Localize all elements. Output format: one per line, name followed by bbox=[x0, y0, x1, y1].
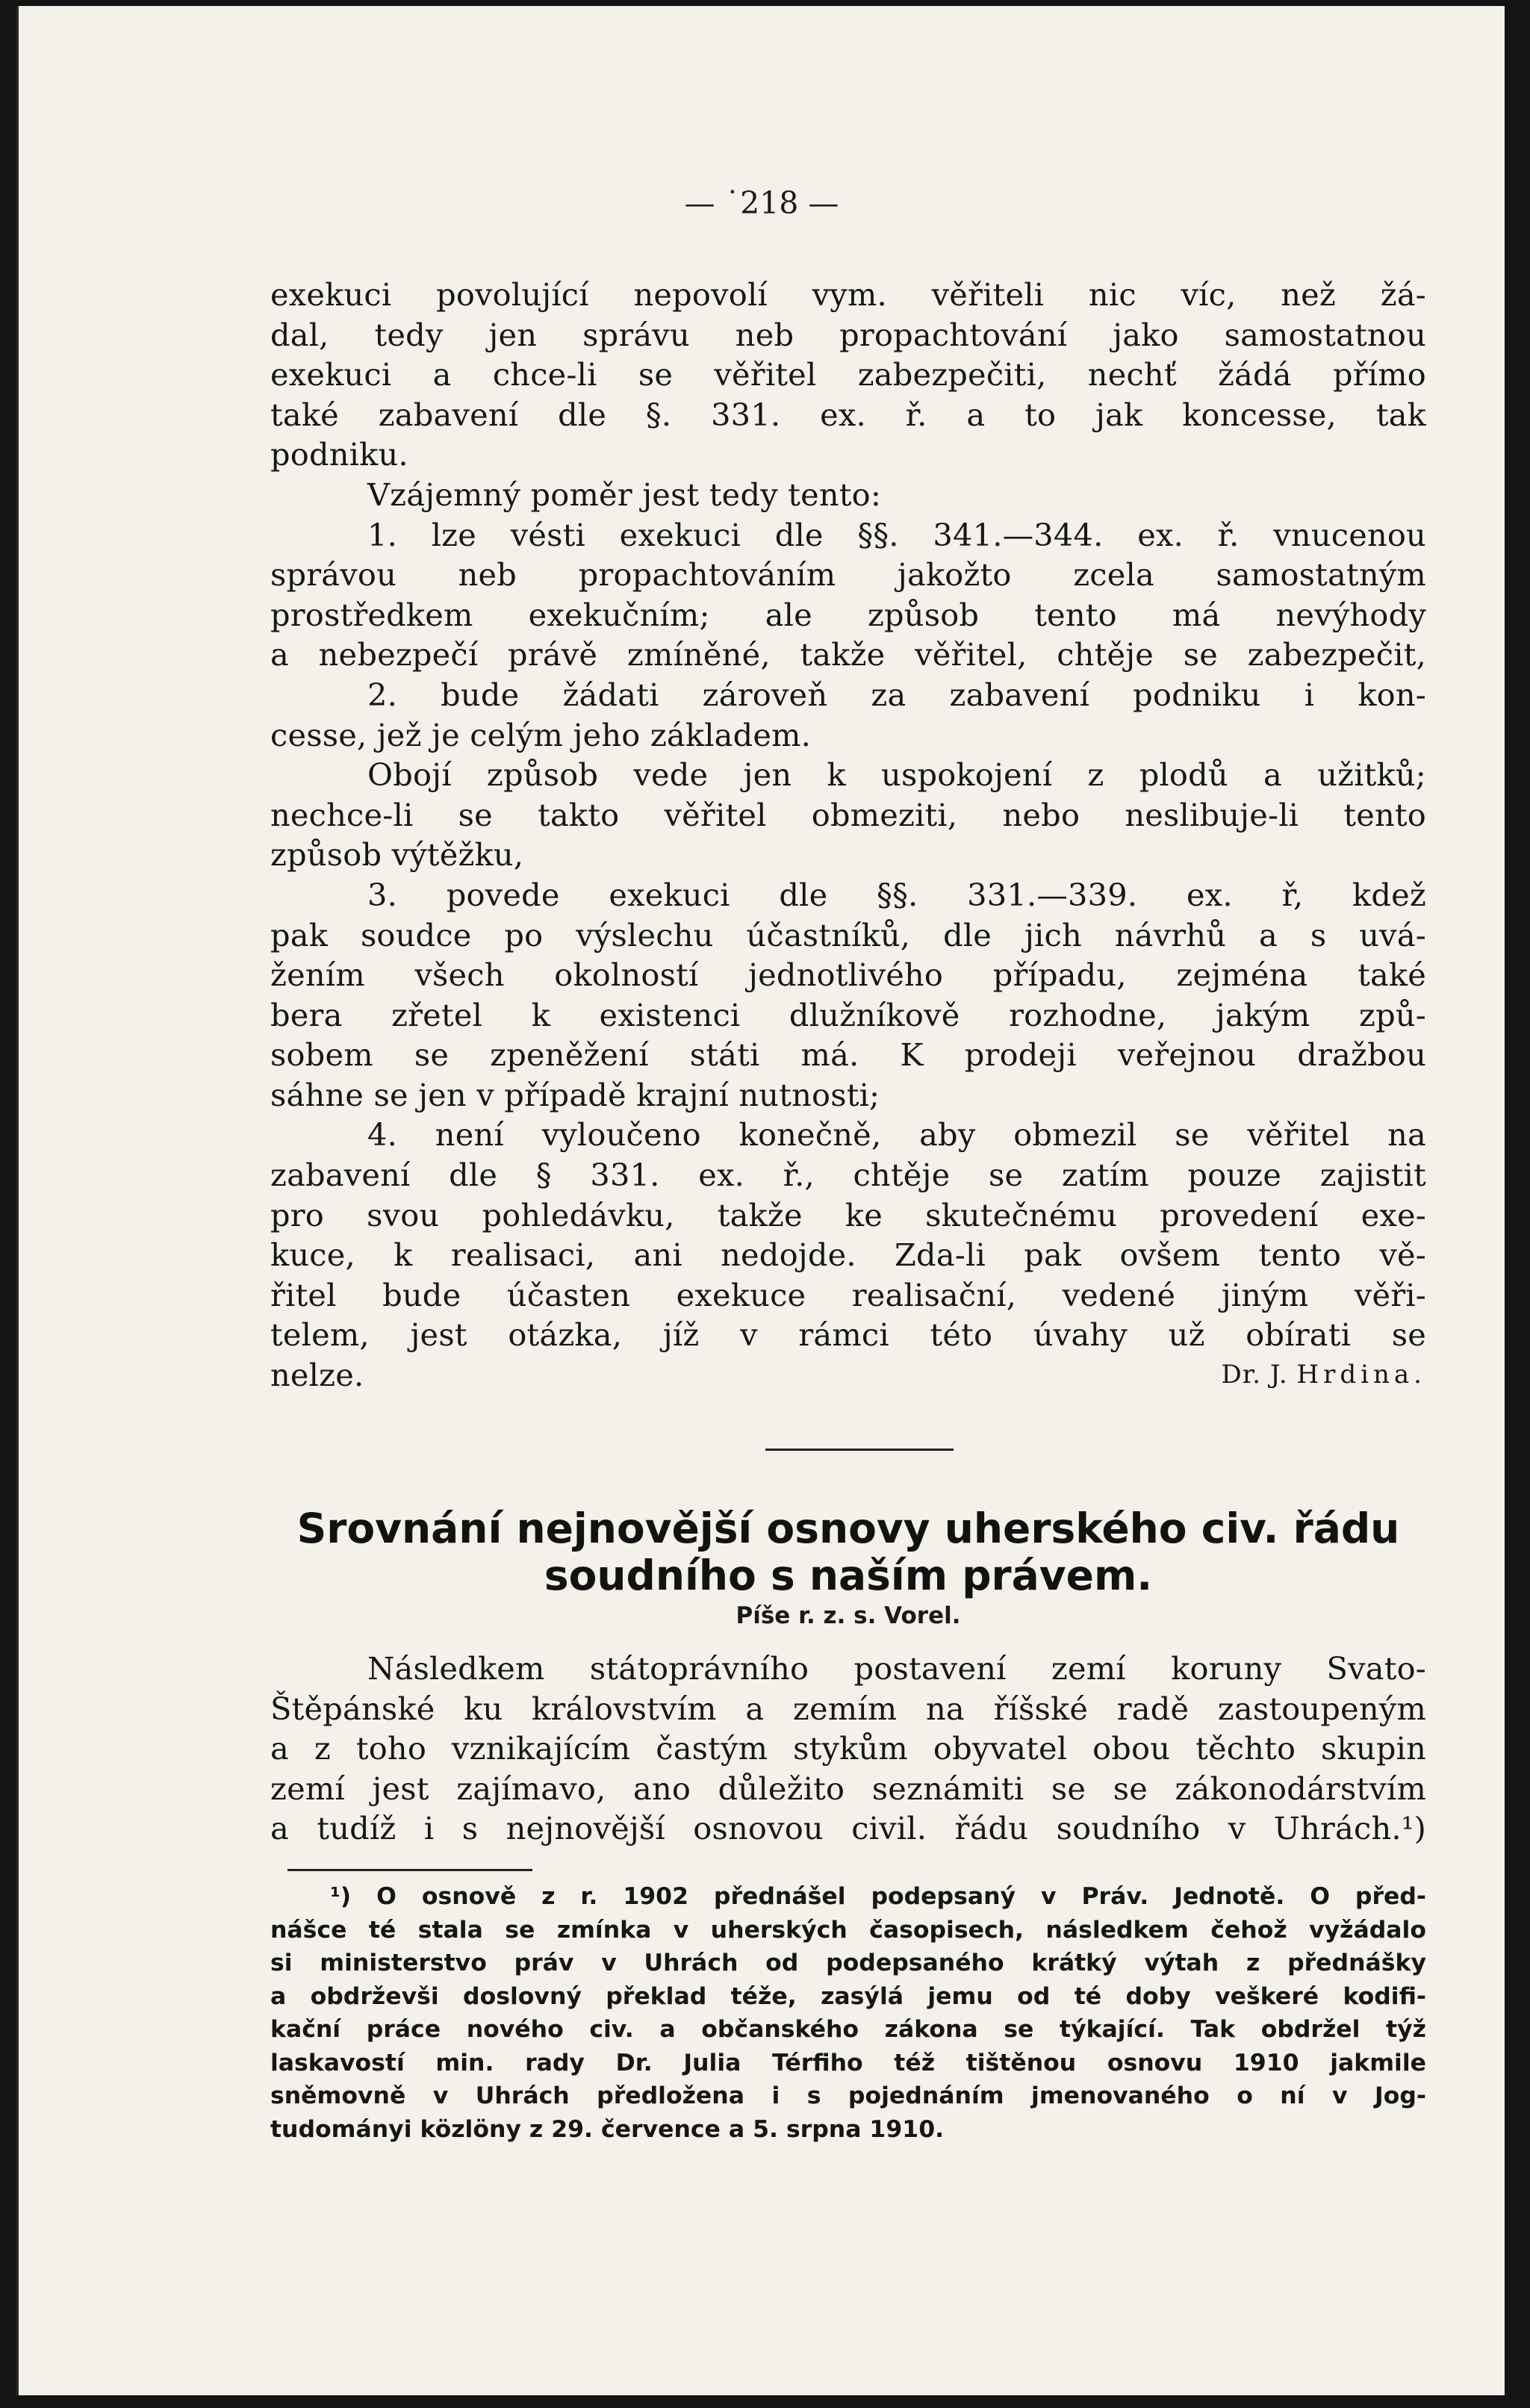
text-line: také zabavení dle §. 331. ex. ř. a to jak koncesse, tak bbox=[270, 396, 1426, 433]
text-line: exekuci povolující nepovolí vym. věřiteli nic víc, než žá- bbox=[270, 276, 1426, 313]
text-line: exekuci a chce-li se věřitel zabezpečiti, nechť žádá přímo bbox=[270, 356, 1426, 393]
footnote-line: sněmovně v Uhrách předložena i s pojednáním jmenovaného o ní v Jog- bbox=[270, 2082, 1426, 2109]
text-line: sáhne se jen v případě krajní nutnosti; bbox=[270, 1076, 880, 1113]
text-line-final bbox=[270, 1355, 1426, 1396]
text-line: žením všech okolností jednotlivého případu, zejména také bbox=[270, 956, 1426, 994]
text-line: Štěpánské ku královstvím a zemím na říšské radě zastoupeným bbox=[270, 1690, 1426, 1727]
footnote-line: laskavostí min. rady Dr. Julia Térfiho též tištěnou osnovu 1910 jakmile bbox=[270, 2049, 1426, 2076]
footnote-line: ¹) O osnově z r. 1902 přednášel podepsaný v Práv. Jednotě. O před- bbox=[330, 1883, 1426, 1910]
text-line: cesse, jež je celým jeho základem. bbox=[270, 716, 812, 753]
text-line: 2. bude žádati zároveň za zabavení podniku i kon- bbox=[367, 676, 1426, 713]
text-line: 4. není vyloučeno konečně, aby obmezil se věřitel na bbox=[367, 1116, 1426, 1154]
text-line: řitel bude účasten exekuce realisační, vedené jiným věři- bbox=[270, 1276, 1426, 1313]
text-line: sobem se zpeněžení státi má. K prodeji veřejnou dražbou bbox=[270, 1036, 1426, 1074]
section-separator bbox=[765, 1449, 954, 1451]
article-title-line-2: soudního s naším právem. bbox=[544, 1552, 1153, 1599]
text-line: bera zřetel k existenci dlužníkově rozhodne, jakým způ- bbox=[270, 996, 1426, 1033]
text-line: a tudíž i s nejnovější osnovou civil. řádu soudního v Uhrách.¹) bbox=[270, 1810, 1426, 1847]
footnote-line: si ministerstvo práv v Uhrách od podepsaného krátký výtah z přednášky bbox=[270, 1950, 1426, 1976]
signature-prefix: Dr. J. bbox=[1221, 1360, 1288, 1390]
text-line: telem, jest otázka, jíž v rámci této úvahy už obírati se bbox=[270, 1316, 1426, 1354]
article-title-line-1: Srovnání nejnovější osnovy uherského civ. řádu bbox=[296, 1505, 1400, 1552]
text-line: kuce, k realisaci, ani nedojde. Zda-li pak ovšem tento vě- bbox=[270, 1236, 1426, 1274]
text-line: pak soudce po výslechu účastníků, dle jich návrhů a s uvá- bbox=[270, 916, 1426, 953]
text-line: správou neb propachtováním jakožto zcela samostatným bbox=[270, 556, 1426, 594]
text-line: zemí jest zajímavo, ano důležito seznámiti se se zákonodárstvím bbox=[270, 1770, 1426, 1807]
continuation-text bbox=[270, 275, 1426, 1396]
text-line: pro svou pohledávku, takže ke skutečnému provedení exe- bbox=[270, 1196, 1426, 1233]
text-line: zabavení dle § 331. ex. ř., chtěje se zatím pouze zajistit bbox=[270, 1157, 1426, 1194]
text-line: nelze. bbox=[270, 1357, 364, 1394]
text-line: způsob výtěžku, bbox=[270, 836, 524, 874]
text-line: prostředkem exekučním; ale způsob tento má nevýhody bbox=[270, 596, 1426, 633]
footnote-line: tudományi közlöny z 29. července a 5. srpna 1910. bbox=[270, 2115, 945, 2143]
book-page bbox=[16, 6, 1505, 2395]
footnote-rule bbox=[287, 1869, 532, 1871]
text-line: Následkem státoprávního postavení zemí koruny Svato- bbox=[367, 1650, 1426, 1687]
article-text bbox=[270, 1649, 1426, 1849]
text-line: Vzájemný poměr jest tedy tento: bbox=[367, 476, 882, 513]
footnote bbox=[270, 1880, 1426, 2146]
article-byline: Píše r. z. s. Vorel. bbox=[736, 1602, 961, 1629]
text-line: dal, tedy jen správu neb propachtování jako samostatnou bbox=[270, 316, 1426, 353]
footnote-line: nášce té stala se zmínka v uherských časopisech, následkem čehož vyžádalo bbox=[270, 1916, 1426, 1944]
author-signature bbox=[1221, 1355, 1426, 1396]
text-line: nechce-li se takto věřitel obmeziti, nebo neslibuje-li tento bbox=[270, 796, 1426, 833]
text-line: a nebezpečí právě zmíněné, takže věřitel, chtěje se zabezpečit, bbox=[270, 636, 1426, 673]
text-line: a z toho vznikajícím častým stykům obyvatel obou těchto skupin bbox=[270, 1730, 1426, 1767]
footnote-line: kační práce nového civ. a občanského zákona se týkající. Tak obdržel týž bbox=[270, 2016, 1426, 2043]
text-line: 1. lze vésti exekuci dle §§. 341.—344. ex. ř. vnucenou bbox=[367, 516, 1426, 553]
text-line: Obojí způsob vede jen k uspokojení z plodů a užitků; bbox=[367, 756, 1426, 794]
signature-name: Hrdina. bbox=[1296, 1360, 1426, 1390]
text-line: podniku. bbox=[270, 436, 408, 473]
page-number: — ˙218 — bbox=[684, 185, 839, 221]
footnote-line: a obdrževši doslovný překlad téže, zasýlá jemu od té doby veškeré kodifi- bbox=[270, 1982, 1426, 2010]
text-line: 3. povede exekuci dle §§. 331.—339. ex. ř, kdež bbox=[367, 876, 1426, 913]
